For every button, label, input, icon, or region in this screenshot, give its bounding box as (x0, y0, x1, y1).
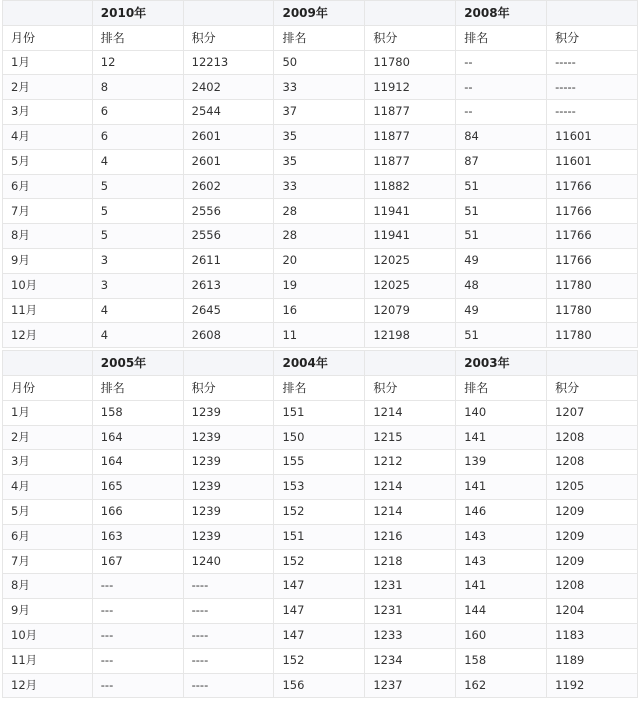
rank-cell: 158 (92, 400, 183, 425)
rank-cell: 51 (456, 174, 547, 199)
column-header-row (3, 25, 638, 50)
table-body (3, 351, 638, 698)
rank-cell: 143 (456, 524, 547, 549)
points-column-header: 积分 (547, 375, 638, 400)
points-cell: 1214 (365, 475, 456, 500)
points-cell: 2613 (183, 273, 274, 298)
points-cell: 1214 (365, 400, 456, 425)
rank-cell: 37 (274, 100, 365, 125)
points-cell: 1212 (365, 450, 456, 475)
points-cell: 2556 (183, 199, 274, 224)
rank-column-header: 排名 (456, 25, 547, 50)
rank-cell: 139 (456, 450, 547, 475)
ranking-table-2005-2003 (2, 350, 638, 698)
rank-cell: 8 (92, 75, 183, 100)
year-header-blank (183, 351, 274, 376)
year-header: 2009年 (274, 1, 365, 26)
points-cell: 12213 (183, 50, 274, 75)
rank-cell: 51 (456, 323, 547, 348)
month-cell: 2月 (3, 75, 93, 100)
year-header-row (3, 1, 638, 26)
month-cell: 2月 (3, 425, 93, 450)
year-header: 2004年 (274, 351, 365, 376)
points-cell: 1208 (547, 450, 638, 475)
rank-cell: 165 (92, 475, 183, 500)
rank-cell: 141 (456, 574, 547, 599)
rank-cell: --- (92, 574, 183, 599)
year-header-blank (547, 1, 638, 26)
month-cell: 4月 (3, 475, 93, 500)
points-cell: 2602 (183, 174, 274, 199)
points-cell: 1209 (547, 549, 638, 574)
rank-cell: 4 (92, 149, 183, 174)
rank-cell: 49 (456, 248, 547, 273)
rank-cell: 164 (92, 450, 183, 475)
table-row (3, 248, 638, 273)
points-cell: ----- (547, 100, 638, 125)
rank-cell: 51 (456, 224, 547, 249)
rank-cell: 164 (92, 425, 183, 450)
points-cell: 1234 (365, 648, 456, 673)
rank-column-header: 排名 (456, 375, 547, 400)
rank-cell: 163 (92, 524, 183, 549)
points-cell: 11877 (365, 149, 456, 174)
points-cell: 12079 (365, 298, 456, 323)
rank-cell: 155 (274, 450, 365, 475)
points-column-header: 积分 (183, 375, 274, 400)
rank-cell: 3 (92, 273, 183, 298)
points-cell: 1205 (547, 475, 638, 500)
month-cell: 6月 (3, 524, 93, 549)
points-cell: 1239 (183, 400, 274, 425)
rank-cell: 20 (274, 248, 365, 273)
rank-cell: --- (92, 673, 183, 698)
rank-cell: 147 (274, 574, 365, 599)
rank-cell: 84 (456, 124, 547, 149)
points-cell: ---- (183, 673, 274, 698)
points-cell: ----- (547, 75, 638, 100)
rank-column-header: 排名 (274, 25, 365, 50)
rank-cell: --- (92, 648, 183, 673)
points-cell: 11601 (547, 124, 638, 149)
table-row (3, 224, 638, 249)
rank-cell: -- (456, 75, 547, 100)
table-body (3, 1, 638, 348)
points-cell: 1239 (183, 524, 274, 549)
rank-cell: 152 (274, 549, 365, 574)
rank-cell: 152 (274, 648, 365, 673)
points-cell: 1183 (547, 623, 638, 648)
points-cell: 1209 (547, 499, 638, 524)
year-header: 2003年 (456, 351, 547, 376)
points-cell: 2611 (183, 248, 274, 273)
month-cell: 8月 (3, 224, 93, 249)
points-cell: 12198 (365, 323, 456, 348)
points-cell: 2544 (183, 100, 274, 125)
month-cell: 1月 (3, 400, 93, 425)
table-row (3, 100, 638, 125)
points-cell: 1207 (547, 400, 638, 425)
month-column-header: 月份 (3, 375, 93, 400)
points-cell: 1216 (365, 524, 456, 549)
year-header: 2008年 (456, 1, 547, 26)
rank-cell: 144 (456, 599, 547, 624)
month-cell: 3月 (3, 450, 93, 475)
rank-cell: 11 (274, 323, 365, 348)
points-cell: ---- (183, 599, 274, 624)
points-cell: 1208 (547, 425, 638, 450)
ranking-table-2010-2008 (2, 0, 638, 348)
points-cell: 2556 (183, 224, 274, 249)
points-cell: 11766 (547, 248, 638, 273)
table-row (3, 450, 638, 475)
month-cell: 12月 (3, 673, 93, 698)
rank-cell: -- (456, 50, 547, 75)
table-row (3, 574, 638, 599)
rank-cell: 158 (456, 648, 547, 673)
year-header-blank (365, 1, 456, 26)
points-cell: ----- (547, 50, 638, 75)
month-cell: 5月 (3, 499, 93, 524)
points-cell: 2601 (183, 124, 274, 149)
month-cell: 10月 (3, 623, 93, 648)
points-cell: 12025 (365, 248, 456, 273)
rank-column-header: 排名 (274, 375, 365, 400)
rank-cell: 16 (274, 298, 365, 323)
table-row (3, 298, 638, 323)
points-cell: 1208 (547, 574, 638, 599)
rank-cell: 87 (456, 149, 547, 174)
month-cell: 11月 (3, 648, 93, 673)
points-cell: 1231 (365, 599, 456, 624)
points-column-header: 积分 (365, 375, 456, 400)
year-header-blank (547, 351, 638, 376)
rank-cell: 153 (274, 475, 365, 500)
rank-cell: 151 (274, 524, 365, 549)
points-cell: 1237 (365, 673, 456, 698)
points-cell: 11882 (365, 174, 456, 199)
rank-cell: 151 (274, 400, 365, 425)
table-row (3, 124, 638, 149)
points-cell: 11941 (365, 199, 456, 224)
rank-cell: 156 (274, 673, 365, 698)
rank-cell: 35 (274, 149, 365, 174)
rank-cell: -- (456, 100, 547, 125)
rank-cell: 147 (274, 623, 365, 648)
table-row (3, 524, 638, 549)
points-cell: 12025 (365, 273, 456, 298)
points-column-header: 积分 (365, 25, 456, 50)
rank-column-header: 排名 (92, 375, 183, 400)
rank-cell: --- (92, 599, 183, 624)
year-header: 2005年 (92, 351, 183, 376)
rank-cell: 35 (274, 124, 365, 149)
table-row (3, 673, 638, 698)
month-cell: 1月 (3, 50, 93, 75)
points-cell: 2608 (183, 323, 274, 348)
year-header-row (3, 351, 638, 376)
year-header-blank (365, 351, 456, 376)
table-row (3, 50, 638, 75)
rank-cell: 48 (456, 273, 547, 298)
table-row (3, 323, 638, 348)
points-cell: 11780 (547, 298, 638, 323)
table-row (3, 425, 638, 450)
month-cell: 9月 (3, 248, 93, 273)
rank-cell: 33 (274, 75, 365, 100)
table-row (3, 599, 638, 624)
rank-cell: 150 (274, 425, 365, 450)
month-column-header: 月份 (3, 25, 93, 50)
column-header-row (3, 375, 638, 400)
points-cell: 11766 (547, 224, 638, 249)
year-header-blank (183, 1, 274, 26)
points-cell: 11766 (547, 174, 638, 199)
header-blank-cell (3, 1, 93, 26)
rank-cell: 143 (456, 549, 547, 574)
rank-cell: 6 (92, 100, 183, 125)
month-cell: 9月 (3, 599, 93, 624)
month-cell: 7月 (3, 199, 93, 224)
points-cell: 1233 (365, 623, 456, 648)
points-cell: ---- (183, 623, 274, 648)
table-row (3, 648, 638, 673)
rank-cell: 5 (92, 224, 183, 249)
rank-cell: 167 (92, 549, 183, 574)
points-cell: 11912 (365, 75, 456, 100)
table-row (3, 273, 638, 298)
rank-cell: --- (92, 623, 183, 648)
table-row (3, 499, 638, 524)
rank-cell: 12 (92, 50, 183, 75)
rank-cell: 160 (456, 623, 547, 648)
table-row (3, 149, 638, 174)
rank-cell: 162 (456, 673, 547, 698)
points-cell: 1239 (183, 475, 274, 500)
rank-cell: 28 (274, 199, 365, 224)
month-cell: 6月 (3, 174, 93, 199)
month-cell: 5月 (3, 149, 93, 174)
points-cell: 11877 (365, 124, 456, 149)
points-column-header: 积分 (183, 25, 274, 50)
points-cell: 11941 (365, 224, 456, 249)
rank-cell: 51 (456, 199, 547, 224)
rank-cell: 140 (456, 400, 547, 425)
month-cell: 4月 (3, 124, 93, 149)
points-cell: 11766 (547, 199, 638, 224)
points-column-header: 积分 (547, 25, 638, 50)
rank-cell: 6 (92, 124, 183, 149)
points-cell: 2402 (183, 75, 274, 100)
rank-cell: 147 (274, 599, 365, 624)
points-cell: 1240 (183, 549, 274, 574)
rank-cell: 50 (274, 50, 365, 75)
month-cell: 10月 (3, 273, 93, 298)
points-cell: 11780 (547, 323, 638, 348)
table-row (3, 174, 638, 199)
month-cell: 7月 (3, 549, 93, 574)
points-cell: 1239 (183, 450, 274, 475)
points-cell: 2601 (183, 149, 274, 174)
points-cell: 11780 (365, 50, 456, 75)
header-blank-cell (3, 351, 93, 376)
points-cell: 1209 (547, 524, 638, 549)
table-row (3, 549, 638, 574)
rank-cell: 5 (92, 174, 183, 199)
table-row (3, 199, 638, 224)
points-cell: 11780 (547, 273, 638, 298)
points-cell: 11601 (547, 149, 638, 174)
year-header: 2010年 (92, 1, 183, 26)
points-cell: 1239 (183, 425, 274, 450)
points-cell: 11877 (365, 100, 456, 125)
points-cell: ---- (183, 648, 274, 673)
month-cell: 3月 (3, 100, 93, 125)
rank-cell: 146 (456, 499, 547, 524)
points-cell: 1204 (547, 599, 638, 624)
rank-column-header: 排名 (92, 25, 183, 50)
points-cell: 1231 (365, 574, 456, 599)
rank-cell: 3 (92, 248, 183, 273)
rank-cell: 19 (274, 273, 365, 298)
table-row (3, 623, 638, 648)
rank-cell: 141 (456, 425, 547, 450)
rank-cell: 49 (456, 298, 547, 323)
rank-cell: 28 (274, 224, 365, 249)
rank-cell: 166 (92, 499, 183, 524)
points-cell: 2645 (183, 298, 274, 323)
rank-cell: 152 (274, 499, 365, 524)
points-cell: 1214 (365, 499, 456, 524)
rank-cell: 5 (92, 199, 183, 224)
rank-cell: 33 (274, 174, 365, 199)
points-cell: ---- (183, 574, 274, 599)
table-row (3, 400, 638, 425)
points-cell: 1218 (365, 549, 456, 574)
points-cell: 1239 (183, 499, 274, 524)
month-cell: 11月 (3, 298, 93, 323)
points-cell: 1215 (365, 425, 456, 450)
points-cell: 1192 (547, 673, 638, 698)
ranking-tables (2, 0, 638, 698)
month-cell: 8月 (3, 574, 93, 599)
rank-cell: 4 (92, 298, 183, 323)
table-row (3, 75, 638, 100)
rank-cell: 141 (456, 475, 547, 500)
rank-cell: 4 (92, 323, 183, 348)
month-cell: 12月 (3, 323, 93, 348)
points-cell: 1189 (547, 648, 638, 673)
table-row (3, 475, 638, 500)
